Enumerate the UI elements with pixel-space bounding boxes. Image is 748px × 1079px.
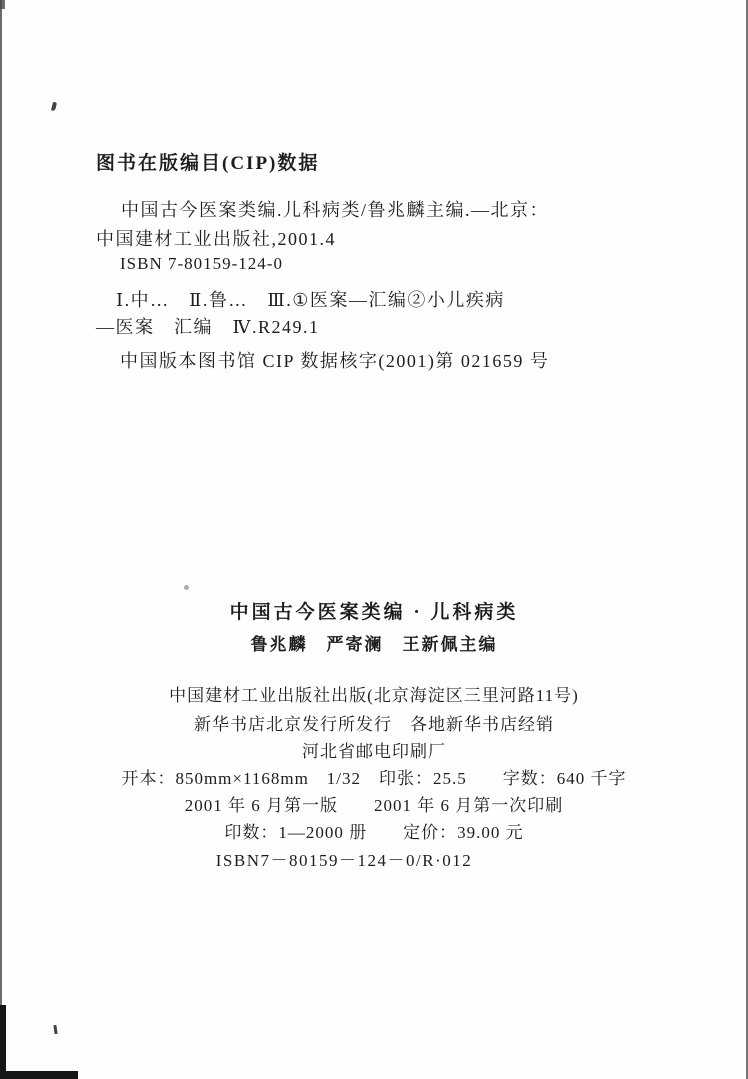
scan-bar-bottom-left-vertical	[0, 1005, 6, 1079]
isbn-line: ISBN7－80159－124－0/R·012	[215, 851, 473, 870]
cip-classification-line2: —医案 汇编 Ⅳ.R249.1	[96, 317, 320, 337]
book-title: 中国古今医案类编 · 儿科病类	[229, 602, 519, 623]
distribution-line: 新华书店北京发行所发行 各地新华书店经销	[194, 715, 554, 734]
format-spec-line: 开本：850mm×1168mm 1/32 印张：25.5 字数：640 千字	[121, 769, 627, 788]
print-run-price-line: 印数：1—2000 册 定价：39.00 元	[224, 823, 524, 842]
cip-record-number: 中国版本图书馆 CIP 数据核字(2001)第 021659 号	[120, 351, 550, 371]
scan-speck-dot	[184, 585, 189, 590]
scan-bar-bottom-left-horizontal	[0, 1071, 78, 1079]
cip-classification-line1: Ⅰ.中… Ⅱ.鲁… Ⅲ.①医案—汇编②小儿疾病	[116, 290, 505, 310]
scan-edge-left	[0, 0, 2, 1079]
edition-line: 2001 年 6 月第一版 2001 年 6 月第一次印刷	[184, 796, 564, 815]
publisher-line: 中国建材工业出版社出版(北京海淀区三里河路11号)	[169, 686, 579, 705]
scan-speck-lower	[53, 1025, 57, 1034]
cip-heading: 图书在版编目(CIP)数据	[96, 153, 320, 174]
scan-tick-top-left	[0, 0, 5, 9]
scan-speck-upper	[51, 102, 57, 112]
printer-line: 河北省邮电印刷厂	[302, 742, 446, 761]
cip-entry-line2: 中国建材工业出版社,2001.4	[96, 229, 336, 249]
cip-entry-line1: 中国古今医案类编.儿科病类/鲁兆麟主编.—北京：	[121, 200, 549, 220]
cip-isbn: ISBN 7-80159-124-0	[120, 254, 283, 273]
editors-line: 鲁兆麟 严寄澜 王新佩主编	[250, 635, 498, 654]
